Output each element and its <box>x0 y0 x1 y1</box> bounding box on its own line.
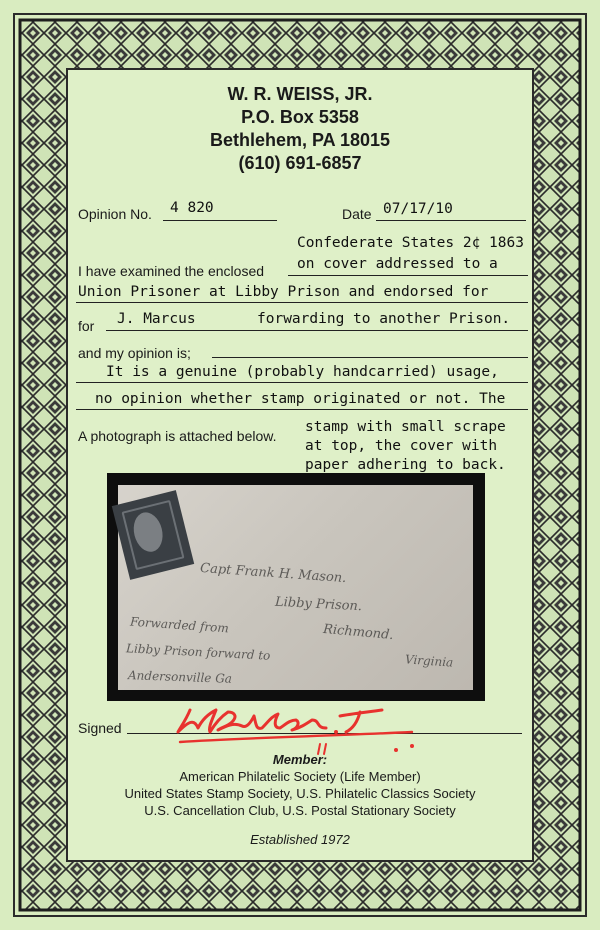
opinion-line-1: It is a genuine (probably handcarried) usage, <box>106 364 499 380</box>
cover-endorse-line-3: Andersonville Ga <box>127 668 233 686</box>
cover-address-line-1: Capt Frank H. Mason. <box>199 560 347 587</box>
opinion-line-2: no opinion whether stamp originated or not. The <box>95 391 506 407</box>
photo-label: A photograph is attached below. <box>78 428 277 444</box>
member-line-3: U.S. Cancellation Club, U.S. Postal Stationary Society <box>144 803 456 818</box>
member-line-2: United States Stamp Society, U.S. Philatelic Classics Society <box>124 786 476 801</box>
cover-endorse-line-1: Forwarded from <box>129 614 230 636</box>
signed-label: Signed <box>78 720 122 736</box>
opinion-line-3: stamp with small scrape <box>305 419 506 435</box>
issuer-city: Bethlehem, PA 18015 <box>209 130 391 150</box>
date-label: Date <box>342 206 372 222</box>
established-year: Established 1972 <box>250 832 350 847</box>
cover-address-line-3: Richmond. <box>322 621 395 644</box>
description-line-2: Union Prisoner at Libby Prison and endorsed for <box>78 284 489 300</box>
examined-label: I have examined the enclosed <box>78 263 265 279</box>
issuer-name: W. R. WEISS, JR. <box>227 84 373 104</box>
description-line-0: Confederate States 2¢ 1863 <box>297 235 524 251</box>
member-line-1: American Philatelic Society (Life Member) <box>179 769 421 784</box>
opinion-line-4: at top, the cover with <box>305 438 498 454</box>
opinion-underline-1 <box>76 382 528 383</box>
opinion-label: and my opinion is; <box>78 345 191 361</box>
for-name: J. Marcus <box>117 311 196 327</box>
cover-address-line-2: Libby Prison. <box>274 594 363 615</box>
cover-address-line-4: Virginia <box>404 652 454 670</box>
cover-endorse-line-2: Libby Prison forward to <box>125 641 271 663</box>
opinion-no-label: Opinion No. <box>78 206 152 222</box>
member-title: Member: <box>272 752 328 767</box>
for-label: for <box>78 318 95 334</box>
description-underline-3 <box>106 330 528 331</box>
description-underline-1 <box>288 275 528 276</box>
opinion-line-5: paper adhering to back. <box>305 457 506 473</box>
date-value: 07/17/10 <box>383 201 453 217</box>
description-line-1: on cover addressed to a <box>297 256 498 272</box>
issuer-phone: (610) 691-6857 <box>238 153 362 173</box>
date-underline <box>376 220 526 221</box>
opinion-underline-0 <box>212 357 528 358</box>
description-underline-2 <box>76 302 528 303</box>
opinion-no-value: 4 820 <box>170 200 214 216</box>
signature-graphic <box>150 698 440 758</box>
issuer-pobox: P.O. Box 5358 <box>241 107 359 127</box>
description-line-3: forwarding to another Prison. <box>257 311 511 327</box>
opinion-no-underline <box>163 220 277 221</box>
opinion-underline-2 <box>76 409 528 410</box>
